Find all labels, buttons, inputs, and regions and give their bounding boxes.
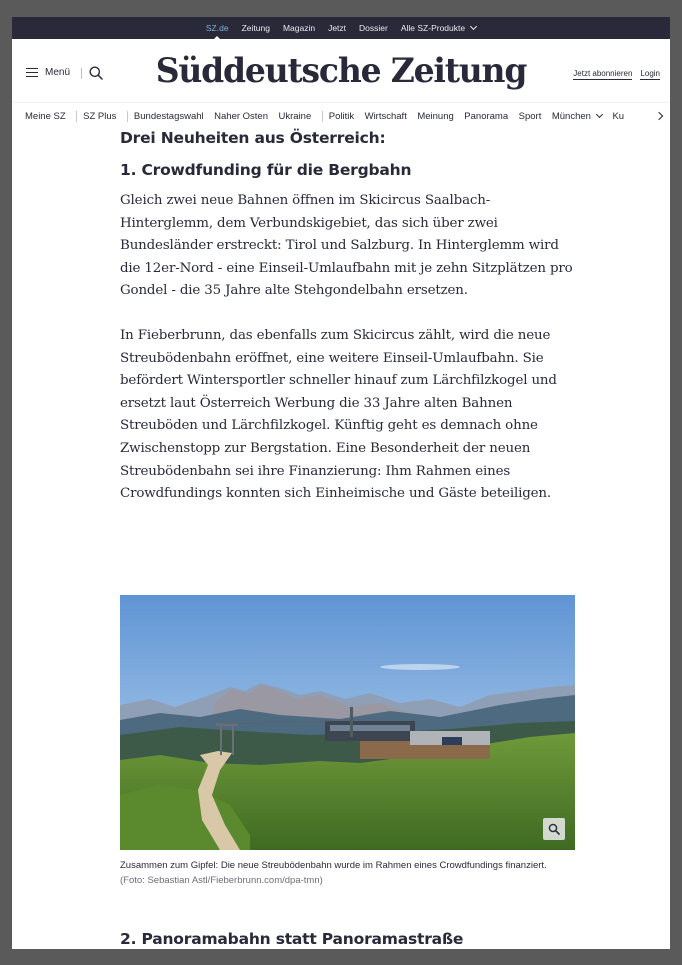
nav-item-naher-osten[interactable]: Naher Osten	[214, 110, 269, 122]
nav-item-sport[interactable]: Sport	[518, 110, 542, 122]
mountain-photo-illustration	[120, 595, 575, 850]
site-header	[12, 39, 670, 103]
section-heading-1: 1. Crowdfunding für die Bergbahn	[120, 161, 412, 179]
nav-item-wirtschaft[interactable]: Wirtschaft	[364, 110, 407, 122]
nav-divider	[76, 111, 77, 122]
intro-heading: Drei Neuheiten aus Österreich:	[120, 129, 386, 147]
chevron-right-icon	[655, 112, 663, 120]
topbar-link-jetzt[interactable]: Jetzt	[328, 23, 347, 33]
topbar-link-magazin[interactable]: Magazin	[282, 23, 316, 33]
nav-item-panorama[interactable]: Panorama	[464, 110, 509, 122]
nav-item-meinung[interactable]: Meinung	[417, 110, 454, 122]
top-product-bar	[12, 17, 670, 39]
figure-caption: Zusammen zum Gipfel: Die neue Streubödenbahn wurde im Rahmen eines Crowdfundings finanziert.	[120, 860, 547, 871]
account-links	[573, 69, 660, 80]
nav-item-muenchen-label: München	[551, 110, 591, 122]
chevron-down-icon	[596, 111, 603, 118]
zoom-icon	[548, 823, 560, 835]
zoom-button[interactable]	[543, 818, 565, 840]
nav-divider	[127, 111, 128, 122]
section-heading-2: 2. Panoramabahn statt Panoramastraße	[120, 930, 464, 948]
nav-item-ukraine[interactable]: Ukraine	[278, 110, 312, 122]
nav-item-kultur[interactable]: Ku	[612, 110, 625, 122]
topbar-link-dossier[interactable]: Dossier	[359, 23, 388, 33]
topbar-link-szde[interactable]: SZ.de	[199, 17, 235, 39]
topbar-all-products-label: Alle SZ-Produkte	[400, 23, 466, 33]
nav-item-sz-plus[interactable]: SZ Plus	[83, 110, 117, 122]
topbar-link-all-products[interactable]	[394, 17, 482, 39]
article-body	[120, 127, 582, 506]
mountain-station-photo[interactable]	[120, 595, 575, 850]
nav-item-muenchen[interactable]	[552, 111, 602, 122]
article-paragraph: Gleich zwei neue Bahnen öffnen im Skicircus Saalbach-Hinterglemm, dem Verbundskigebiet, das sich über zwei Bundesländer erstreckt: Tirol und Salzburg. In Hinterglemm wird die 12er-Nord - eine Einseil-Umlaufbahn mit je zehn Sitzplätzen pro Gondel - die 35 Jahre alte Stehgondelbahn ersetzen.	[120, 193, 573, 299]
nav-scroll-right-button[interactable]	[640, 103, 670, 129]
menu-label: Menü	[45, 67, 71, 78]
subscribe-link[interactable]: Jetzt abonnieren	[573, 69, 633, 78]
chevron-down-icon	[470, 23, 477, 30]
login-link[interactable]: Login	[640, 69, 660, 78]
browser-page	[12, 17, 670, 949]
site-logo[interactable]: Süddeutsche Zeitung	[155, 50, 527, 91]
section-nav	[12, 103, 670, 129]
article-paragraph: In Fieberbrunn, das ebenfalls zum Skicircus zählt, wird die neue Streubödenbahn eröffnet, eine weitere Einseil-Umlaufbahn. Sie befördert Wintersportler schneller hinauf zum Lärchfilzkogel und ersetzt laut Österreich Werbung die 33 Jahre alten Bahnen Streuböden und Lärchfilzkogel. Künftig geht es demnach ohne Zwischenstopp zur Bergstation. Eine Besonderheit der neuen Streubödenbahn sei ihre Finanzierung: Ihm Rahmen eines Crowdfundings konnten sich Einheimische und Gäste beteiligen.	[120, 327, 557, 502]
nav-item-bundestagswahl[interactable]: Bundestagswahl	[133, 110, 204, 122]
nav-divider	[322, 111, 323, 122]
nav-item-politik[interactable]: Politik	[328, 110, 355, 122]
article-figure	[120, 595, 575, 888]
topbar-link-zeitung[interactable]: Zeitung	[241, 23, 270, 33]
photo-credit: (Foto: Sebastian Astl/Fieberbrunn.com/dpa-tmn)	[120, 875, 323, 886]
nav-item-meine-sz[interactable]: Meine SZ	[25, 110, 66, 122]
